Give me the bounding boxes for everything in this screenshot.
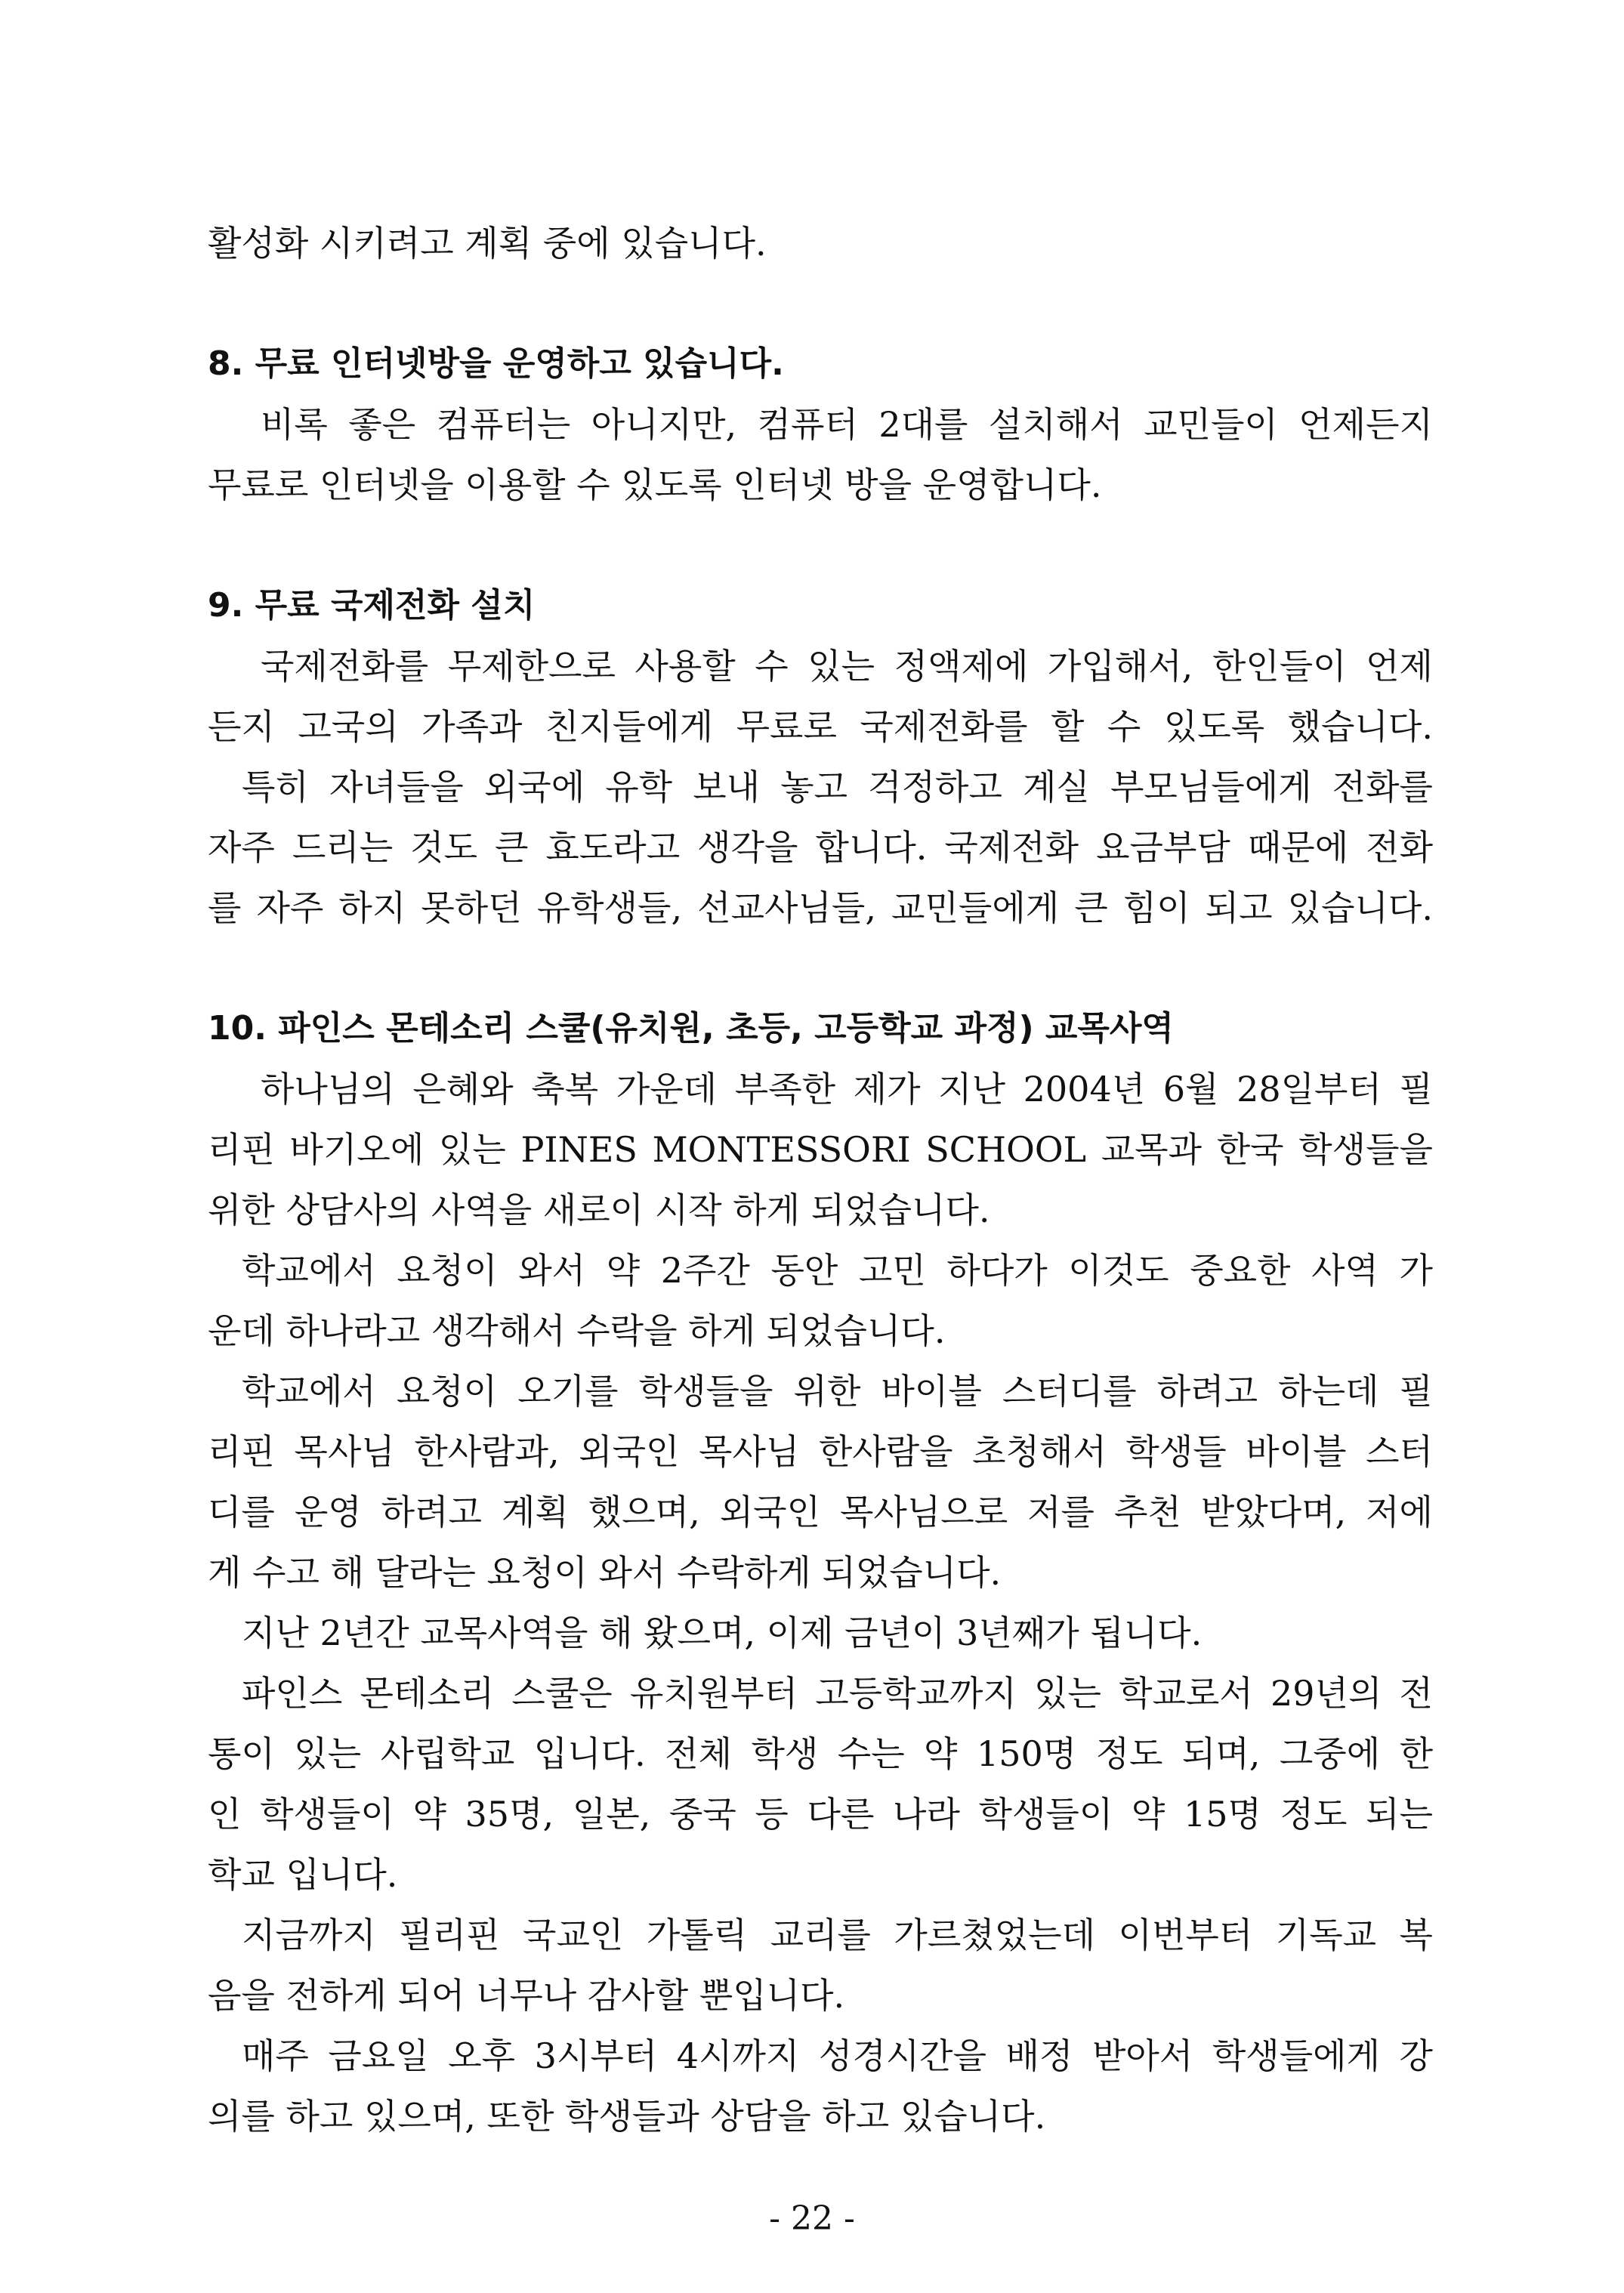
section-10-line-9: 게 수고 해 달라는 요청이 와서 수락하게 되었습니다. [208, 1552, 1002, 1593]
section-10-line-6: 학교에서 요청이 오기를 학생들을 위한 바이블 스터디를 하려고 하는데 필 [242, 1371, 1433, 1412]
intro-line: 활성화 시키려고 계획 중에 있습니다. [208, 223, 767, 264]
page-number: - 22 - [769, 2199, 855, 2238]
section-10-line-15: 지금까지 필리핀 국교인 가톨릭 교리를 가르쳤었는데 이번부터 기독교 복 [242, 1915, 1433, 1955]
section-10-line-7: 리핀 목사님 한사람과, 외국인 목사님 한사람을 초청해서 학생들 바이블 스터 [208, 1431, 1433, 1472]
section-9-line-3: 특히 자녀들을 외국에 유학 보내 놓고 걱정하고 계실 부모님들에게 전화를 [242, 767, 1433, 807]
section-8-heading: 8. 무료 인터넷방을 운영하고 있습니다. [208, 344, 784, 383]
section-9-line-2: 든지 고국의 가족과 친지들에게 무료로 국제전화를 할 수 있도록 했습니다. [208, 706, 1433, 747]
section-10-line-4: 학교에서 요청이 와서 약 2주간 동안 고민 하다가 이것도 중요한 사역 가 [242, 1250, 1433, 1291]
section-8-line-1: 비록 좋은 컴퓨터는 아니지만, 컴퓨터 2대를 설치해서 교민들이 언제든지 [261, 404, 1433, 445]
section-9-line-1: 국제전화를 무제한으로 사용할 수 있는 정액제에 가입해서, 한인들이 언제 [261, 646, 1433, 687]
section-9-heading: 9. 무료 국제전화 설치 [208, 586, 536, 625]
section-9-line-4: 자주 드리는 것도 큰 효도라고 생각을 합니다. 국제전화 요금부담 때문에 전화 [208, 827, 1433, 868]
section-10-line-12: 통이 있는 사립학교 입니다. 전체 학생 수는 약 150명 정도 되며, 그중에 한 [208, 1733, 1433, 1774]
section-10-line-10: 지난 2년간 교목사역을 해 왔으며, 이제 금년이 3년째가 됩니다. [242, 1613, 1203, 1653]
section-10-line-13: 인 학생들이 약 35명, 일본, 중국 등 다른 나라 학생들이 약 15명 정도 되는 [208, 1794, 1433, 1835]
section-10-line-18: 의를 하고 있으며, 또한 학생들과 상담을 하고 있습니다. [208, 2096, 1046, 2137]
section-10-line-14: 학교 입니다. [208, 1854, 398, 1895]
section-10-line-8: 디를 운영 하려고 계획 했으며, 외국인 목사님으로 저를 추천 받았다며, 저에 [208, 1492, 1433, 1532]
section-10-line-1: 하나님의 은혜와 축복 가운데 부족한 제가 지난 2004년 6월 28일부터 필 [261, 1069, 1433, 1109]
section-10-line-17: 매주 금요일 오후 3시부터 4시까지 성경시간을 배정 받아서 학생들에게 강 [242, 2035, 1433, 2076]
section-10-line-3: 위한 상담사의 사역을 새로이 시작 하게 되었습니다. [208, 1190, 990, 1230]
section-10-line-11: 파인스 몬테소리 스쿨은 유치원부터 고등학교까지 있는 학교로서 29년의 전 [242, 1673, 1433, 1714]
section-9-line-5: 를 자주 하지 못하던 유학생들, 선교사님들, 교민들에게 큰 힘이 되고 있습니다. [208, 887, 1433, 928]
section-8-line-2: 무료로 인터넷을 이용할 수 있도록 인터넷 방을 운영합니다. [208, 464, 1102, 505]
section-10-line-16: 음을 전하게 되어 너무나 감사할 뿐입니다. [208, 1975, 845, 2016]
section-10-line-5: 운데 하나라고 생각해서 수락을 하게 되었습니다. [208, 1310, 946, 1351]
section-10-line-2: 리핀 바기오에 있는 PINES MONTESSORI SCHOOL 교목과 한국 학생들을 [208, 1129, 1433, 1170]
section-10-heading: 10. 파인스 몬테소리 스쿨(유치원, 초등, 고등학교 과정) 교목사역 [208, 1009, 1174, 1048]
